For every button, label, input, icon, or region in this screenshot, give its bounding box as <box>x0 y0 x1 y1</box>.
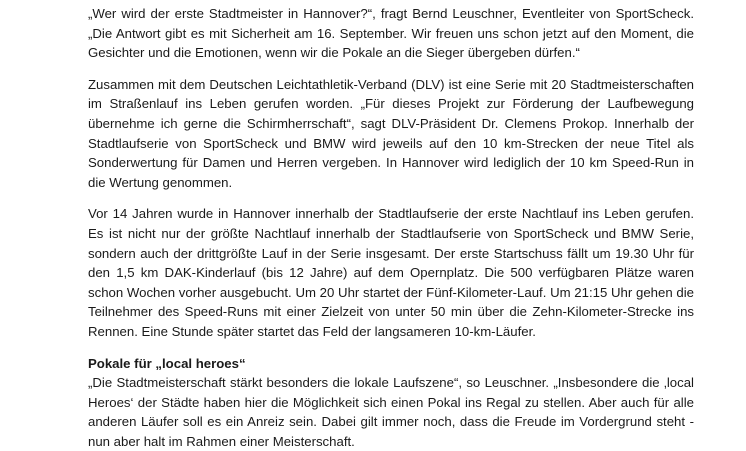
paragraph-stadtmeister-quote: „Wer wird der erste Stadtmeister in Hannover?“, fragt Bernd Leuschner, Eventleiter von SportScheck. „Die Antwort gibt es mit Sicherheit am 16. September. Wir freuen uns schon jetzt auf den Moment, die Gesichter und die Emotionen, wenn wir die Pokale an die Sieger übergeben dürfen.“ <box>88 6 694 61</box>
document-page <box>88 4 694 451</box>
paragraph-local-heroes: „Die Stadtmeisterschaft stärkt besonders die lokale Laufszene“, so Leuschner. „Insbesondere die ‚local Heroes‘ der Städte haben hier die Möglichkeit sich einen Pokal ins Regal zu stellen. Aber auch für alle anderen Läufer soll es ein Anreiz sein. Dabei gilt immer noch, dass die Freude im Vordergrund steht - nun aber halt im Rahmen einer Meisterschaft. <box>88 375 694 449</box>
paragraph-dlv-series: Zusammen mit dem Deutschen Leichtathletik-Verband (DLV) ist eine Serie mit 20 Stadtmeisterschaften im Straßenlauf ins Leben gerufen worden. „Für dieses Projekt zur Förderung der Laufbewegung übernehme ich gerne die Schirmherrschaft“, sagt DLV-Präsident Dr. Clemens Prokop. Innerhalb der Stadtlaufserie von SportScheck und BMW wird jeweils auf den 10 km-Strecken der neue Titel als Sonderwertung für Damen und Herren vergeben. In Hannover wird lediglich der 10 km Speed-Run in die Wertung genommen. <box>88 76 694 190</box>
section-heading-local-heroes: Pokale für „local heroes“ <box>88 355 246 371</box>
paragraph-nachtlauf: Vor 14 Jahren wurde in Hannover innerhalb der Stadtlaufserie der erste Nachtlauf ins Leben gerufen. Es ist nicht nur der größte Nachtlauf innerhalb der Stadtlaufserie von SportScheck und BMW Serie, sondern auch der drittgrößte Lauf in der Serie insgesamt. Der erste Startschuss fällt um 19.30 Uhr für den 1,5 km DAK-Kinderlauf (bis 12 Jahre) auf dem Opernplatz. Die 500 verfügbaren Plätze waren schon Wochen vorher ausgebucht. Um 20 Uhr startet der Fünf-Kilometer-Lauf. Um 21:15 Uhr gehen die Teilnehmer des Speed-Runs mit einer Zielzeit von unter 50 min über die Zehn-Kilometer-Strecke ins Rennen. Eine Stunde später startet das Feld der langsameren 10-km-Läufer. <box>88 206 694 339</box>
